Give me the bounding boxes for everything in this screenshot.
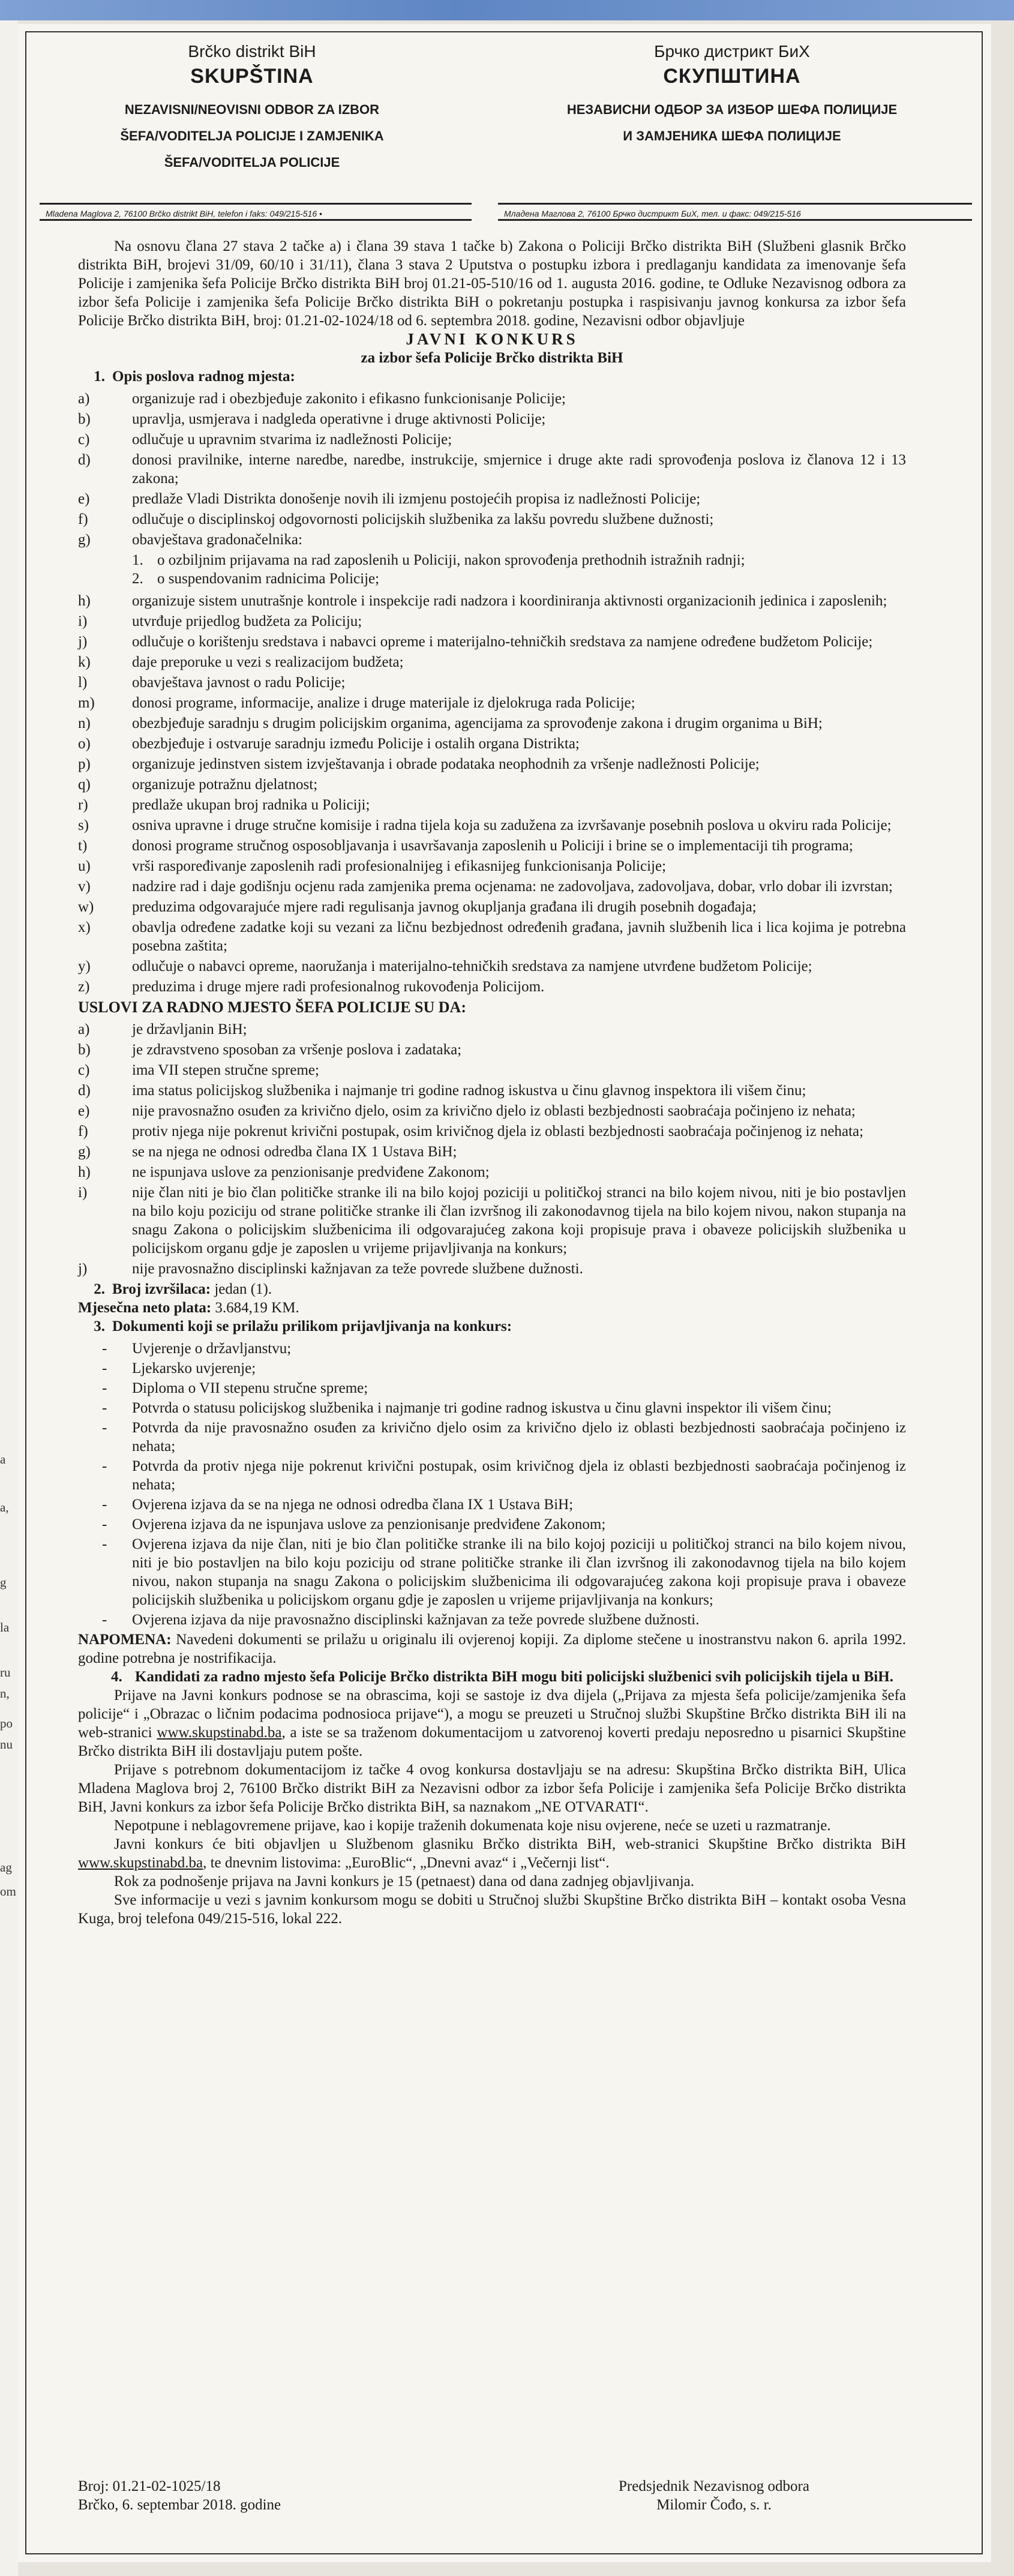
duty-item [78, 836, 906, 855]
condition-item [78, 1040, 906, 1059]
duty-item-text: preduzima odgovarajuće mjere radi regulisanja javnog okupljanja građana ili drugih posebnih događaja; [132, 899, 757, 915]
duty-item-letter: i) [78, 613, 88, 629]
section-4-number: 4. [111, 1669, 122, 1685]
duty-g-subitem [78, 569, 906, 588]
adjacent-page-fragment: a [0, 1452, 6, 1467]
duty-item-letter: c) [78, 431, 90, 448]
deadline-paragraph: Rok za podnošenje prijava na Javni konkurs je 15 (petnaest) dana od dana zadnjeg objavljivanja. [114, 1873, 695, 1890]
duty-item-text: utvrđuje prijedlog budžeta za Policiju; [132, 613, 362, 629]
duty-item [78, 714, 906, 733]
duty-item [78, 490, 906, 508]
website-link[interactable]: www.skupstinabd.ba [157, 1725, 282, 1741]
condition-item [78, 1183, 906, 1258]
condition-item-text: nije pravosnažno disciplinski kažnjavan za teže povrede službene dužnosti. [132, 1261, 583, 1277]
header-latin-district: Brčko distrikt BiH [188, 42, 316, 61]
document-item: - Potvrda da nije pravosnažno osuđen za krivično djelo osim za krivično djelo iz oblasti bezbjednosti saobraćaja počinjeno iz nehata; [78, 1419, 906, 1456]
header-latin-board-line3: ŠEFA/VODITELJA POLICIJE [164, 155, 340, 170]
duty-g-subitem [78, 551, 906, 569]
duty-item-letter: n) [78, 715, 91, 731]
reference-date: Brčko, 6. septembar 2018. godine [78, 2497, 281, 2513]
condition-item-text: ima VII stepen stručne spreme; [132, 1062, 319, 1078]
condition-item-text: se na njega ne odnosi odredba člana IX 1 Ustava BiH; [132, 1144, 457, 1160]
signature-name: Milomir Čođo, s. r. [656, 2497, 772, 2513]
condition-item-letter: g) [78, 1144, 91, 1160]
duty-item [78, 389, 906, 408]
duty-item-letter: d) [78, 452, 91, 468]
document-item: - Uvjerenje o državljanstvu; [78, 1339, 906, 1358]
section-3-heading [78, 1317, 906, 1336]
duty-item-text: vrši raspoređivanje zaposlenih radi profesionalnijeg i efikasnijeg funkcionisanja Policije; [132, 858, 667, 874]
adjacent-page-strip [0, 20, 18, 2576]
condition-item-letter: a) [78, 1021, 90, 1037]
section-2-title: Broj izvršilaca: [112, 1281, 211, 1297]
document-item: - Potvrda da protiv njega nije pokrenut krivični postupak, osim krivičnog djela iz oblasti bezbjednosti saobraćaja počinjenog iz nehata; [78, 1457, 906, 1494]
duty-item-letter: v) [78, 878, 91, 895]
adjacent-page-fragment: n, [0, 1686, 10, 1701]
duty-item-text: obavlja određene zadatke koji su vezani za ličnu bezbjednost određenih građana, javnih službenih lica i lica kojima je potrebna posebna zaštita; [132, 919, 906, 954]
salary-value: 3.684,19 KM. [215, 1300, 299, 1316]
duty-item-letter: l) [78, 674, 88, 691]
salary-label: Mjesečna neto plata: [78, 1300, 212, 1316]
note-label: NAPOMENA: [78, 1632, 172, 1648]
adjacent-page-fragment: ро [0, 1716, 13, 1731]
document-item: - Ljekarsko uvjerenje; [78, 1359, 906, 1378]
duty-item-letter: q) [78, 776, 91, 793]
duty-item [78, 592, 906, 610]
adjacent-page-fragment: la [0, 1620, 10, 1635]
duty-item-text: preduzima i druge mjere radi profesionalnog rukovođenja Policijom. [132, 979, 545, 995]
condition-item [78, 1102, 906, 1120]
adjacent-page-fragment: g [0, 1575, 7, 1590]
header-latin [36, 42, 468, 176]
duty-item-letter: g) [78, 532, 91, 548]
header-latin-assembly: SKUPŠTINA [190, 65, 314, 88]
condition-item-letter: c) [78, 1062, 90, 1078]
application-paragraph [78, 1686, 906, 1761]
duty-item-text: predlaže ukupan broj radnika u Policiji; [132, 797, 370, 813]
condition-item [78, 1061, 906, 1079]
section-4-title: Kandidati za radno mjesto šefa Policije Brčko distrikta BiH mogu biti policijski službenici svih policijskih tijela u BiH. [135, 1669, 893, 1685]
notice-body [78, 237, 906, 1928]
duty-item-letter: b) [78, 411, 91, 427]
header-cyrillic [492, 42, 972, 149]
duty-item [78, 918, 906, 955]
note-paragraph [78, 1630, 906, 1668]
adjacent-page-fragment: ag [0, 1860, 12, 1875]
duty-item [78, 510, 906, 529]
condition-item-letter: j) [78, 1261, 88, 1277]
duty-item-letter: k) [78, 654, 91, 670]
header-latin-board-line2: ŠEFA/VODITELJA POLICIJE I ZAMJENIKA [120, 128, 384, 143]
duty-item-letter: f) [78, 511, 88, 527]
adjacent-page-fragment: om [0, 1884, 16, 1899]
duty-item-letter: p) [78, 756, 91, 772]
adjacent-page-fragment: ru [0, 1665, 11, 1680]
duty-item-letter: h) [78, 593, 91, 609]
condition-item-text: je zdravstveno sposoban za vršenje poslova i zadataka; [132, 1042, 462, 1058]
duty-item-letter: u) [78, 858, 91, 874]
header-cyrillic-district: Брчко дистрикт БиХ [654, 42, 810, 61]
section-4-heading [78, 1668, 906, 1686]
conditions-list [78, 1020, 906, 1278]
header-cyrillic-board-line1: НЕЗАВИСНИ ОДБОР ЗА ИЗБОР ШЕФА ПОЛИЦИЈЕ [566, 102, 898, 117]
duty-item [78, 632, 906, 651]
application-text-b: , a iste se sa traženom dokumentacijom u zatvorenoj koverti predaju neposredno u pisarnici Skupštine Brčko distrikta BiH ili dostavljaju putem pošte. [78, 1725, 906, 1759]
duty-item-letter: j) [78, 634, 88, 650]
salary-line [78, 1299, 906, 1317]
document-item: - Diploma o VII stepenu stručne spreme; [78, 1379, 906, 1398]
duty-item-text: osniva upravne i druge stručne komisije i radna tijela koja su zadužena za izvršavanje posebnih poslova u okviru rada Policije; [132, 817, 892, 833]
duty-item-text: nadzire rad i daje godišnju ocjenu rada zamjenika prema ocjenama: ne zadovoljava, zadovoljava, dobar, vrlo dobar ili izvrstan; [132, 878, 893, 895]
duty-item-text: organizuje potražnu djelatnost; [132, 776, 318, 793]
section-2-number: 2. [94, 1281, 105, 1297]
adjacent-page-fragment: nu [0, 1737, 13, 1752]
condition-item-letter: b) [78, 1042, 91, 1058]
duty-item-text: obavještava gradonačelnika: [132, 532, 302, 548]
duty-g-subitem-number: 2. [132, 571, 143, 587]
section-2-heading [78, 1280, 906, 1299]
section-3-number: 3. [94, 1318, 105, 1335]
condition-item-text: nije pravosnažno osuđen za krivično djelo, osim za krivično djelo iz oblasti bezbjednosti saobraćaja počinjeno iz nehata; [132, 1103, 856, 1119]
duty-item-letter: t) [78, 838, 88, 854]
reference-number: Broj: 01.21-02-1025/18 [78, 2478, 221, 2494]
duties-list [78, 389, 906, 549]
duty-item-text: odlučuje o disciplinskoj odgovornosti policijskih službenika za lakšu povredu službene dužnosti; [132, 511, 714, 527]
notice-title: JAVNI KONKURS [406, 330, 578, 348]
document-item: - Potvrda o statusu policijskog službenika i najmanje tri godine radnog iskustva u činu glavni inspektor ili višem činu; [78, 1399, 906, 1417]
duties-g-sublist [78, 551, 906, 588]
condition-item-letter: e) [78, 1103, 90, 1119]
condition-item-text: ima status policijskog službenika i najmanje tri godine radnog iskustva u činu glavnog inspektora ili višem činu; [132, 1082, 806, 1099]
duty-item [78, 977, 906, 996]
duty-item-letter: s) [78, 817, 89, 833]
adjacent-page-fragment: a, [0, 1500, 9, 1515]
duty-item-text: organizuje jedinstven sistem izvještavanja i obrade podataka neophodnih za vršenje nadležnosti Policije; [132, 756, 760, 772]
duty-item-letter: r) [78, 797, 88, 813]
duty-item-text: donosi programe stručnog osposobljavanja i usavršavanja zaposlenih u Policiji i brine se o implementaciji tih programa; [132, 838, 853, 854]
duty-item [78, 410, 906, 428]
condition-item [78, 1142, 906, 1161]
duty-item [78, 957, 906, 976]
duty-item-text: organizuje sistem unutrašnje kontrole i inspekcije radi nadzora i koordiniranja aktivnosti organizacionih jedinica i zaposlenih; [132, 593, 887, 609]
page-top-band [0, 0, 1014, 20]
website-link-2[interactable]: www.skupstinabd.ba [78, 1855, 203, 1871]
duty-item [78, 816, 906, 835]
condition-item-text: protiv njega nije pokrenut krivični postupak, osim krivičnog djela iz oblasti bezbjednosti saobraćaja počinjenog iz nehata; [132, 1123, 864, 1139]
footer-reference [78, 2477, 281, 2514]
section-2-value: jedan (1). [214, 1281, 272, 1297]
condition-item-letter: d) [78, 1082, 91, 1099]
duty-item-letter: w) [78, 899, 94, 915]
duty-item [78, 653, 906, 671]
duty-item-text: donosi programe, informacije, analize i druge materijale iz djelokruga rada Policije; [132, 695, 635, 711]
duty-item-text: obezbjeđuje i ostvaruje saradnju između Policije i ostalih organa Distrikta; [132, 736, 580, 752]
duty-g-subitem-number: 1. [132, 552, 143, 568]
duty-item-text: odlučuje o korištenju sredstava i nabavci opreme i materijalno-tehničkih sredstava za namjene određene budžetom Policije; [132, 634, 873, 650]
intro-paragraph: Na osnovu člana 27 stava 2 tačke a) i člana 39 stava 1 tačke b) Zakona o Policiji Brčko distrikta BiH (Službeni glasnik Brčko distrikta BiH, brojevi 31/09, 60/10 i 31/11), člana 3 stava 2 Uputstva o postupku izbora i predlaganju kandidata za imenovanje šefa Policije i zamjenika šefa Policije Brčko distrikta BiH broj 01.21-05-510/16 od 1. augusta 2016. godine, te Odluke Nezavisnog odbora za izbor šefa Policije i zamjenika šefa Policije Brčko distrikta BiH o pokretanju postupka i raspisivanju javnog konkursa za izbor šefa Policije Brčko distrikta BiH, broj: 01.21-02-1024/18 od 6. septembra 2018. godine, Nezavisni odbor objavljuje [78, 238, 906, 329]
condition-item [78, 1081, 906, 1100]
signature-title: Predsjednik Nezavisnog odbora [619, 2478, 809, 2494]
header-cyrillic-assembly: СКУПШТИНА [663, 65, 801, 88]
document-item: - Ovjerena izjava da ne ispunjava uslove za penzionisanje predviđene Zakonom; [78, 1515, 906, 1534]
duty-item-letter: a) [78, 391, 90, 407]
duty-item [78, 857, 906, 875]
footer-signature [534, 2477, 894, 2514]
section-1-number: 1. [94, 368, 105, 385]
duty-item-text: organizuje rad i obezbjeđuje zakonito i efikasno funkcionisanje Policije; [132, 391, 566, 407]
duty-item [78, 877, 906, 896]
duty-item-text: daje preporuke u vezi s realizacijom budžeta; [132, 654, 404, 670]
contact-paragraph: Sve informacije u vezi s javnim konkursom mogu se dobiti u Stručnoj službi Skupštine Brčko distrikta BiH – kontakt osoba Vesna Kuga, broj telefona 049/215-516, lokal 222. [78, 1892, 906, 1927]
section-1-title: Opis poslova radnog mjesta: [112, 368, 295, 385]
condition-item-letter: h) [78, 1164, 91, 1180]
duty-item-letter: e) [78, 491, 90, 507]
document-item: - Ovjerena izjava da nije član, niti je bio član političke stranke ili na bilo kojoj poziciji u političkoj stranci na bilo kojem nivou, niti je bio postavljen na bilo koju poziciju od strane političke stranke ili član izvršnog ili zakonodavnog tijela na bilo kojem nivou, nakon stupanja na snagu Zakona o policijskim službenicima ili odgovarajućeg zakona koji propisuje prava i obaveze policijskih službenika u policijskom organu gdje je zaposlen u vrijeme prijavljivanja na konkurs; [78, 1535, 906, 1609]
duty-item [78, 898, 906, 916]
condition-item-letter: f) [78, 1123, 88, 1139]
address-paragraph: Prijave s potrebnom dokumentacijom iz tačke 4 ovog konkursa dostavljaju se na adresu: Skupština Brčko distrikta BiH, Ulica Mladena Maglova broj 2, 76100 Brčko distrikt BiH za Nezavisni odbor za izbor šefa Policije i zamjenika šefa Policije Brčko distrikta BiH, Javni konkurs za izbor šefa Policije Brčko distrikta BiH, sa naznakom „NE OTVARATI“. [78, 1762, 906, 1815]
note-text: Navedeni dokumenti se prilažu u originalu ili ovjerenoj kopiji. Za diplome stečene u inostranstvu nakon 6. aprila 1992. godine potrebna je nostrifikacija. [78, 1632, 907, 1666]
duty-g-subitem-text: o ozbiljnim prijavama na rad zaposlenih u Policiji, nakon sprovođenja prethodnih istražnih radnji; [157, 552, 745, 568]
condition-item [78, 1122, 906, 1141]
application-text-a: Prijave na Javni konkurs podnose se na obrascima, koji se sastoje iz dva dijela („Prijava za mjesta šefa policije/zamjenika šefa policije“ i „Obrazac o ličnim podacima podnosioca prijave“), a mogu se preuzeti u Stručnoj službi Skupštine Brčko distrikta BiH ili na web-stranici [78, 1687, 906, 1741]
publication-paragraph [78, 1835, 906, 1872]
document-item: - Ovjerena izjava da nije pravosnažno disciplinski kažnjavan za teže povrede službene dužnosti. [78, 1611, 906, 1629]
duty-item-letter: x) [78, 919, 91, 935]
duty-g-subitem-text: o suspendovanim radnicima Policije; [157, 571, 380, 587]
publication-text-a: Javni konkurs će biti objavljen u Službenom glasniku Brčko distrikta BiH, web-stranici Skupštine Brčko distrikta BiH [114, 1836, 906, 1852]
duty-item-text: predlaže Vladi Distrikta donošenje novih ili izmjenu postojećih propisa iz nadležnosti Policije; [132, 491, 701, 507]
address-latin: Mladena Maglova 2, 76100 Brčko distrikt BiH, telefon i faks: 049/215-516 • [40, 203, 472, 221]
incomplete-paragraph: Nepotpune i neblagovremene prijave, kao i kopije traženih dokumenata koje nisu ovjerene, neće se uzeti u razmatranje. [114, 1818, 831, 1834]
duty-item [78, 530, 906, 549]
duty-item [78, 451, 906, 488]
duty-item-letter: o) [78, 736, 91, 752]
duty-item-letter: z) [78, 979, 90, 995]
header-latin-board-line1: NEZAVISNI/NEOVISNI ODBOR ZA IZBOR [124, 102, 380, 117]
condition-item-letter: i) [78, 1184, 88, 1201]
duty-item [78, 775, 906, 794]
conditions-heading: USLOVI ZA RADNO MJESTO ŠEFA POLICIJE SU DA: [78, 998, 466, 1016]
condition-item [78, 1259, 906, 1278]
duty-item [78, 612, 906, 631]
notice-subtitle: za izbor šefa Policije Brčko distrikta BiH [361, 350, 623, 366]
duty-item-text: odlučuje u upravnim stvarima iz nadležnosti Policije; [132, 431, 452, 448]
document-item: - Ovjerena izjava da se na njega ne odnosi odredba člana IX 1 Ustava BiH; [78, 1495, 906, 1514]
documents-list [78, 1339, 906, 1629]
duty-item [78, 430, 906, 449]
duty-item-text: obavještava javnost o radu Policije; [132, 674, 346, 691]
duty-item-text: upravlja, usmjerava i nadgleda operativne i druge aktivnosti Policije; [132, 411, 546, 427]
address-cyrillic: Младена Маглова 2, 76100 Брчко дистрикт БиХ, тел. и факс: 049/215-516 [498, 203, 972, 221]
condition-item-text: je državljanin BiH; [132, 1021, 247, 1037]
publication-text-b: , te dnevnim listovima: „EuroBlic“, „Dnevni avaz“ i „Večernji list“. [203, 1855, 610, 1871]
section-1-heading [78, 367, 906, 386]
duty-item [78, 673, 906, 692]
duty-item-text: odlučuje o nabavci opreme, naoružanja i materijalno-tehničkih sredstava za namjene utvrđene budžetom Policije; [132, 958, 812, 974]
duty-item-letter: m) [78, 695, 95, 711]
section-3-title: Dokumenti koji se prilažu prilikom prijavljivanja na konkurs: [112, 1318, 512, 1335]
duty-item-text: obezbjeđuje saradnju s drugim policijskim organima, agencijama za sprovođenje zakona i drugim organima u BiH; [132, 715, 823, 731]
condition-item-text: ne ispunjava uslove za penzionisanje predviđene Zakonom; [132, 1164, 490, 1180]
duty-item [78, 796, 906, 814]
duty-item [78, 755, 906, 773]
duty-item-letter: y) [78, 958, 91, 974]
duties-list-continued [78, 592, 906, 996]
condition-item [78, 1163, 906, 1181]
duty-item [78, 734, 906, 753]
header-cyrillic-board-line2: И ЗАМЈЕНИКА ШЕФА ПОЛИЦИЈЕ [623, 128, 841, 143]
duty-item [78, 694, 906, 712]
condition-item-text: nije član niti je bio član političke stranke ili na bilo kojoj poziciji u političkoj stranci na bilo kojem nivou, niti je bio postavljen na bilo koju poziciju od strane političke stranke ili član izvršnog ili zakonodavnog tijela na bilo kojem nivou, nakon stupanja na snagu Zakona o policijskim službenicima ili odgovarajućeg zakona koji propisuje prava i obaveze policijskih službenika u policijskom organu gdje je zaposlen u vrijeme prijavljivanja na konkurs; [132, 1184, 906, 1256]
duty-item-text: donosi pravilnike, interne naredbe, naredbe, instrukcije, smjernice i druge akte radi sprovođenja poslova iz članova 12 i 13 zakona; [132, 452, 906, 487]
condition-item [78, 1020, 906, 1039]
